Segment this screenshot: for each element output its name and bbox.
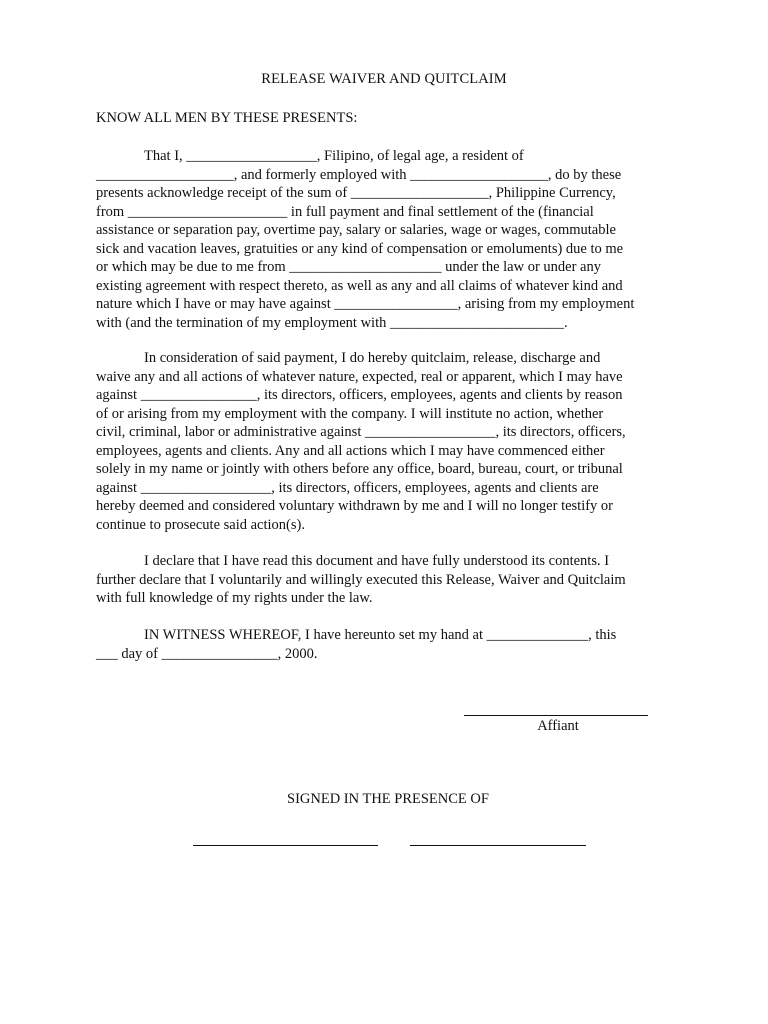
paragraph-line: or which may be due to me from _____________________ under the law or under any xyxy=(96,259,601,275)
affiant-signature-line xyxy=(464,715,648,716)
paragraph-line: In consideration of said payment, I do hereby quitclaim, release, discharge and xyxy=(144,350,601,366)
paragraph-line: with (and the termination of my employment with ________________________. xyxy=(96,314,568,331)
paragraph-line: continue to prosecute said action(s). xyxy=(96,516,305,533)
paragraph-line: nature which I have or may have against _________________, arising from my employment xyxy=(96,296,635,312)
opening-phrase: KNOW ALL MEN BY THESE PRESENTS: xyxy=(96,110,358,126)
paragraph-line: against __________________, its directors, officers, employees, agents and clients are xyxy=(96,479,599,496)
paragraph-witness xyxy=(96,626,688,663)
paragraph-line: solely in my name or jointly with others before any office, board, bureau, court, or tribunal xyxy=(96,461,623,477)
witness-signature-line-1 xyxy=(193,845,378,846)
paragraph-line: assistance or separation pay, overtime pay, salary or salaries, wage or wages, commutable xyxy=(96,222,616,238)
paragraph-line: employees, agents and clients. Any and all actions which I may have commenced either xyxy=(96,442,605,459)
paragraph-declaration xyxy=(96,552,688,608)
paragraph-line: civil, criminal, labor or administrative against __________________, its directors, officers, xyxy=(96,424,626,440)
document-title: RELEASE WAIVER AND QUITCLAIM xyxy=(261,71,507,87)
paragraph-line: That I, __________________, Filipino, of legal age, a resident of xyxy=(144,148,524,164)
paragraph-line: IN WITNESS WHEREOF, I have hereunto set my hand at ______________, this xyxy=(144,627,617,643)
signed-presence-heading: SIGNED IN THE PRESENCE OF xyxy=(287,791,489,807)
paragraph-line: further declare that I voluntarily and willingly executed this Release, Waiver and Quitclaim xyxy=(96,571,626,588)
paragraph-line: with full knowledge of my rights under the law. xyxy=(96,590,373,606)
paragraph-line: of or arising from my employment with the company. I will institute no action, whether xyxy=(96,405,604,422)
paragraph-line: ___ day of ________________, 2000. xyxy=(96,645,318,662)
paragraph-line: from ______________________ in full payment and final settlement of the (financial xyxy=(96,203,594,220)
witness-signature-line-2 xyxy=(410,845,586,846)
paragraph-line: sick and vacation leaves, gratuities or any kind of compensation or emoluments) due to me xyxy=(96,240,624,257)
paragraph-line: existing agreement with respect thereto, as well as any and all claims of whatever kind and xyxy=(96,277,623,294)
paragraph-release xyxy=(96,147,688,332)
paragraph-line: I declare that I have read this document and have fully understood its contents. I xyxy=(144,553,610,569)
paragraph-line: waive any and all actions of whatever nature, expected, real or apparent, which I may have xyxy=(96,368,623,385)
paragraph-line: hereby deemed and considered voluntary withdrawn by me and I will no longer testify or xyxy=(96,498,614,514)
paragraph-line: ___________________, and formerly employed with ___________________, do by these xyxy=(96,166,622,183)
affiant-label: Affiant xyxy=(537,718,579,734)
paragraph-line: against ________________, its directors, officers, employees, agents and clients by reason xyxy=(96,387,623,403)
paragraph-line: presents acknowledge receipt of the sum of ___________________, Philippine Currency, xyxy=(96,185,616,201)
paragraph-consideration xyxy=(96,349,688,534)
